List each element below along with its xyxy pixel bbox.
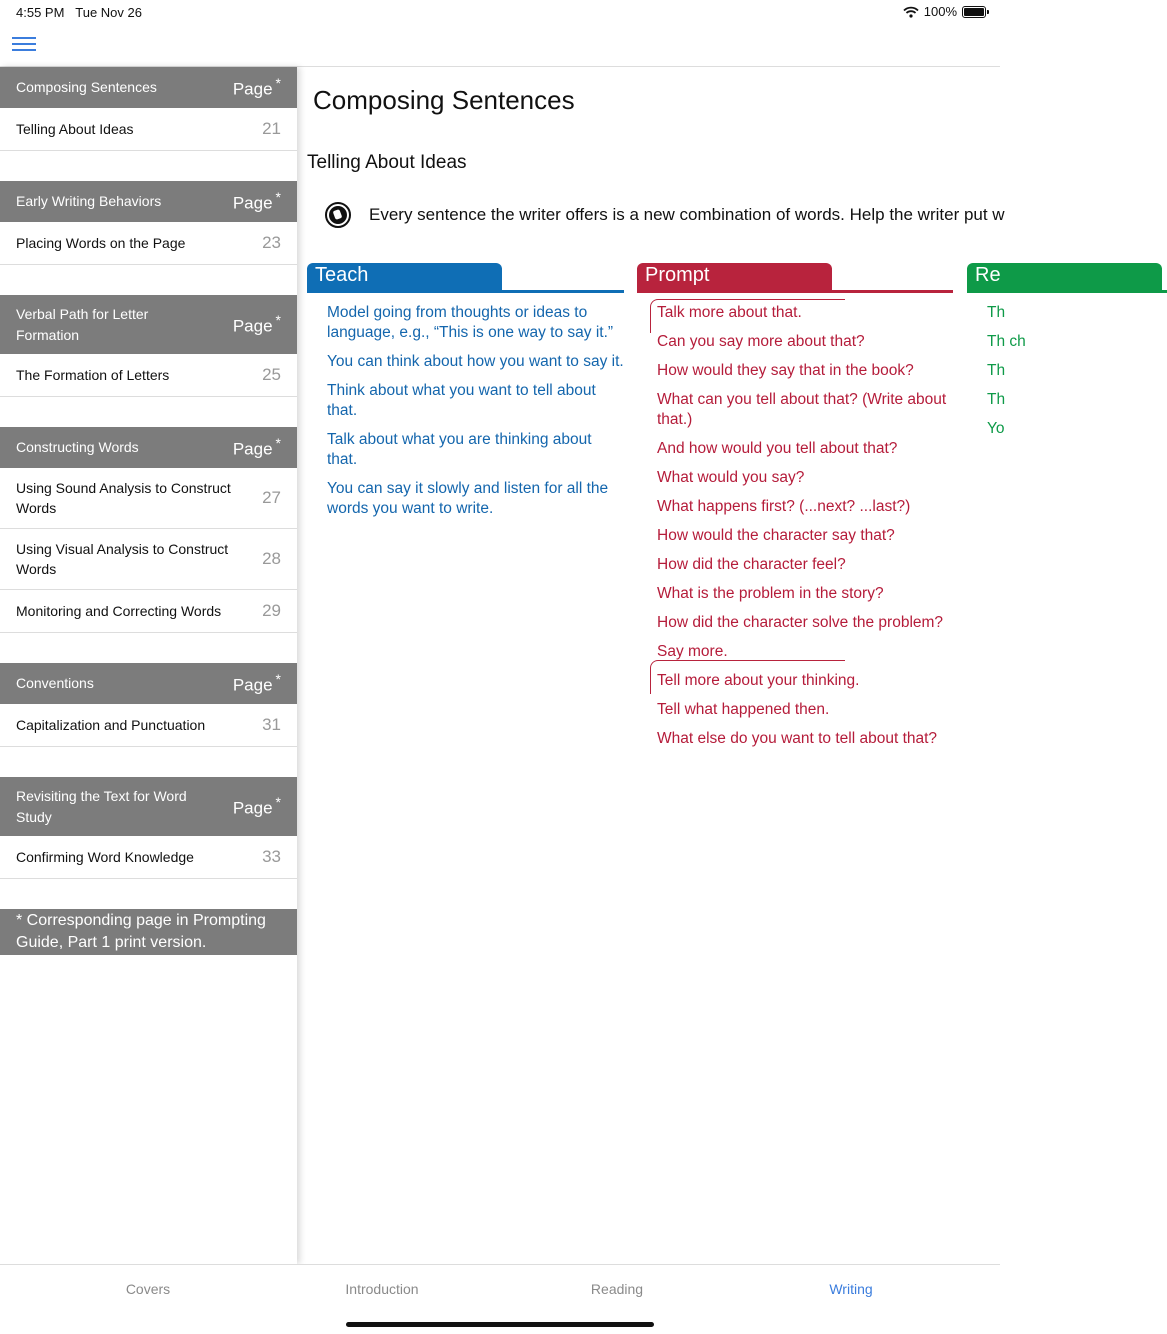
page-subtitle: Telling About Ideas xyxy=(307,152,467,173)
section-header xyxy=(0,181,297,222)
page-label: Page xyxy=(232,316,273,336)
sidebar-item-label: Confirming Word Knowledge xyxy=(16,849,194,865)
page-mark: * xyxy=(275,435,281,452)
footnote: * Corresponding page in Prompting Guide, Part 1 print version. xyxy=(0,909,297,955)
prompt-bracket xyxy=(650,299,845,333)
sidebar-item-page: 27 xyxy=(262,488,281,507)
prompt-item[interactable]: What would you say? xyxy=(657,469,805,486)
page-label: Page xyxy=(232,79,273,99)
page-column-label xyxy=(233,189,281,214)
page-label: Page xyxy=(232,439,273,459)
page-mark: * xyxy=(275,75,281,92)
page-label: Page xyxy=(232,675,273,695)
section-header xyxy=(0,295,297,354)
sidebar-item-page: 31 xyxy=(262,715,281,734)
prompt-header xyxy=(637,263,953,293)
teach-label: Teach xyxy=(307,263,502,291)
sidebar-item[interactable] xyxy=(0,529,297,590)
wifi-icon xyxy=(903,6,919,18)
prompt-item[interactable]: Tell what happened then. xyxy=(657,701,830,718)
sidebar-item-page: 33 xyxy=(262,847,281,866)
section-title: Constructing Words xyxy=(16,439,139,455)
prompt-item[interactable]: How would they say that in the book? xyxy=(657,362,914,379)
reinforce-column xyxy=(967,263,1167,448)
section-spacer xyxy=(0,633,297,663)
sidebar-item-page: 29 xyxy=(262,601,281,620)
prompt-item[interactable]: Tell more about your thinking. xyxy=(657,672,860,689)
teach-item[interactable]: You can say it slowly and listen for all the words you want to write. xyxy=(327,480,609,517)
sidebar-item-label: Placing Words on the Page xyxy=(16,235,186,251)
home-indicator xyxy=(346,1322,654,1327)
prompt-item[interactable]: How would the character say that? xyxy=(657,527,895,544)
section-title: Composing Sentences xyxy=(16,79,157,95)
prompt-item[interactable]: Can you say more about that? xyxy=(657,333,865,350)
status-time: 4:55 PM Tue Nov 26 xyxy=(16,5,142,20)
sidebar-item[interactable] xyxy=(0,836,297,879)
tab-writing[interactable]: Writing xyxy=(829,1281,873,1297)
tab-introduction[interactable]: Introduction xyxy=(345,1281,419,1297)
teach-item[interactable]: You can think about how you want to say it. xyxy=(327,353,624,370)
reinforce-label: Re xyxy=(967,263,1162,291)
top-nav xyxy=(0,24,1000,67)
prompt-item[interactable]: How did the character feel? xyxy=(657,556,846,573)
prompt-item[interactable]: What happens first? (...next? ...last?) xyxy=(657,498,911,515)
sidebar-item-label: Using Sound Analysis to Construct Words xyxy=(16,480,231,516)
section-title: Verbal Path for Letter Formation xyxy=(16,305,149,343)
sidebar-item-page: 23 xyxy=(262,233,281,252)
reinforce-header xyxy=(967,263,1167,293)
tab-bar xyxy=(0,1264,1000,1334)
prompt-item[interactable]: What is the problem in the story? xyxy=(657,585,884,602)
sidebar-item-page: 25 xyxy=(262,365,281,384)
section-spacer xyxy=(0,879,297,909)
reinforce-item[interactable]: Th ch xyxy=(987,333,1026,350)
prompt-item[interactable]: Say more. xyxy=(657,643,728,660)
sidebar-item-label: The Formation of Letters xyxy=(16,367,170,383)
teach-item[interactable]: Talk about what you are thinking about that. xyxy=(327,431,592,468)
page-label: Page xyxy=(232,193,273,213)
teach-column xyxy=(307,263,624,528)
page-column-label xyxy=(233,671,281,696)
status-bar xyxy=(0,0,1000,24)
battery-percent: 100% xyxy=(923,4,957,19)
sidebar-item[interactable] xyxy=(0,354,297,397)
hamburger-menu-icon[interactable] xyxy=(12,37,36,55)
sidebar-item[interactable] xyxy=(0,108,297,151)
page-column-label xyxy=(233,312,281,337)
page-column-label xyxy=(233,794,281,819)
prompt-item[interactable]: And how would you tell about that? xyxy=(657,440,898,457)
prompt-item[interactable]: What can you tell about that? (Write about that.) xyxy=(657,391,947,428)
sidebar xyxy=(0,67,297,1264)
writer-badge-icon xyxy=(325,202,351,228)
teach-item[interactable]: Model going from thoughts or ideas to language, e.g., “This is one way to say it.” xyxy=(327,304,614,341)
reinforce-item[interactable]: Th xyxy=(987,304,1006,321)
status-right xyxy=(903,4,986,19)
section-spacer xyxy=(0,265,297,295)
section-header xyxy=(0,777,297,836)
page-mark: * xyxy=(275,671,281,688)
page-label: Page xyxy=(232,798,273,818)
main-content xyxy=(297,67,1026,1264)
page-title: Composing Sentences xyxy=(313,85,575,115)
prompt-column xyxy=(637,263,953,758)
sidebar-item-label: Telling About Ideas xyxy=(16,121,134,137)
sidebar-item-label: Using Visual Analysis to Construct Words xyxy=(16,541,229,577)
prompt-item[interactable]: What else do you want to tell about that? xyxy=(657,730,938,747)
page-mark: * xyxy=(275,312,281,329)
page-mark: * xyxy=(275,794,281,811)
section-spacer xyxy=(0,397,297,427)
section-spacer xyxy=(0,747,297,777)
sidebar-item-page: 28 xyxy=(262,549,281,568)
teach-item[interactable]: Think about what you want to tell about that. xyxy=(327,382,596,419)
section-header xyxy=(0,67,297,108)
page-mark: * xyxy=(275,189,281,206)
teach-list xyxy=(307,303,624,519)
section-title: Revisiting the Text for Word Study xyxy=(16,787,187,825)
page-column-label xyxy=(233,435,281,460)
reinforce-item[interactable]: Yo xyxy=(987,420,1005,437)
intro xyxy=(325,202,1005,228)
sidebar-item[interactable] xyxy=(0,468,297,529)
reinforce-item[interactable]: Th xyxy=(987,362,1006,379)
tab-reading[interactable]: Reading xyxy=(590,1281,644,1297)
section-spacer xyxy=(0,151,297,181)
sidebar-item[interactable] xyxy=(0,704,297,747)
sidebar-item-label: Capitalization and Punctuation xyxy=(16,717,206,733)
teach-header xyxy=(307,263,624,293)
sidebar-item[interactable] xyxy=(0,222,297,265)
prompt-label: Prompt xyxy=(637,263,832,291)
reinforce-list xyxy=(967,303,1167,439)
sidebar-item-page: 21 xyxy=(262,119,281,138)
section-header xyxy=(0,427,297,468)
prompt-item[interactable]: Talk more about that. xyxy=(657,304,802,321)
battery-icon xyxy=(962,6,986,18)
intro-text: Every sentence the writer offers is a new combination of words. Help the writer put w xyxy=(369,205,1005,224)
reinforce-item[interactable]: Th xyxy=(987,391,1006,408)
sidebar-item[interactable] xyxy=(0,590,297,633)
prompt-item[interactable]: How did the character solve the problem? xyxy=(657,614,944,631)
section-title: Conventions xyxy=(16,675,94,691)
page-column-label xyxy=(233,75,281,100)
prompt-bracket xyxy=(650,660,845,694)
section-header xyxy=(0,663,297,704)
tab-covers[interactable]: Covers xyxy=(125,1281,171,1297)
sidebar-item-label: Monitoring and Correcting Words xyxy=(16,603,222,619)
section-title: Early Writing Behaviors xyxy=(16,193,162,209)
